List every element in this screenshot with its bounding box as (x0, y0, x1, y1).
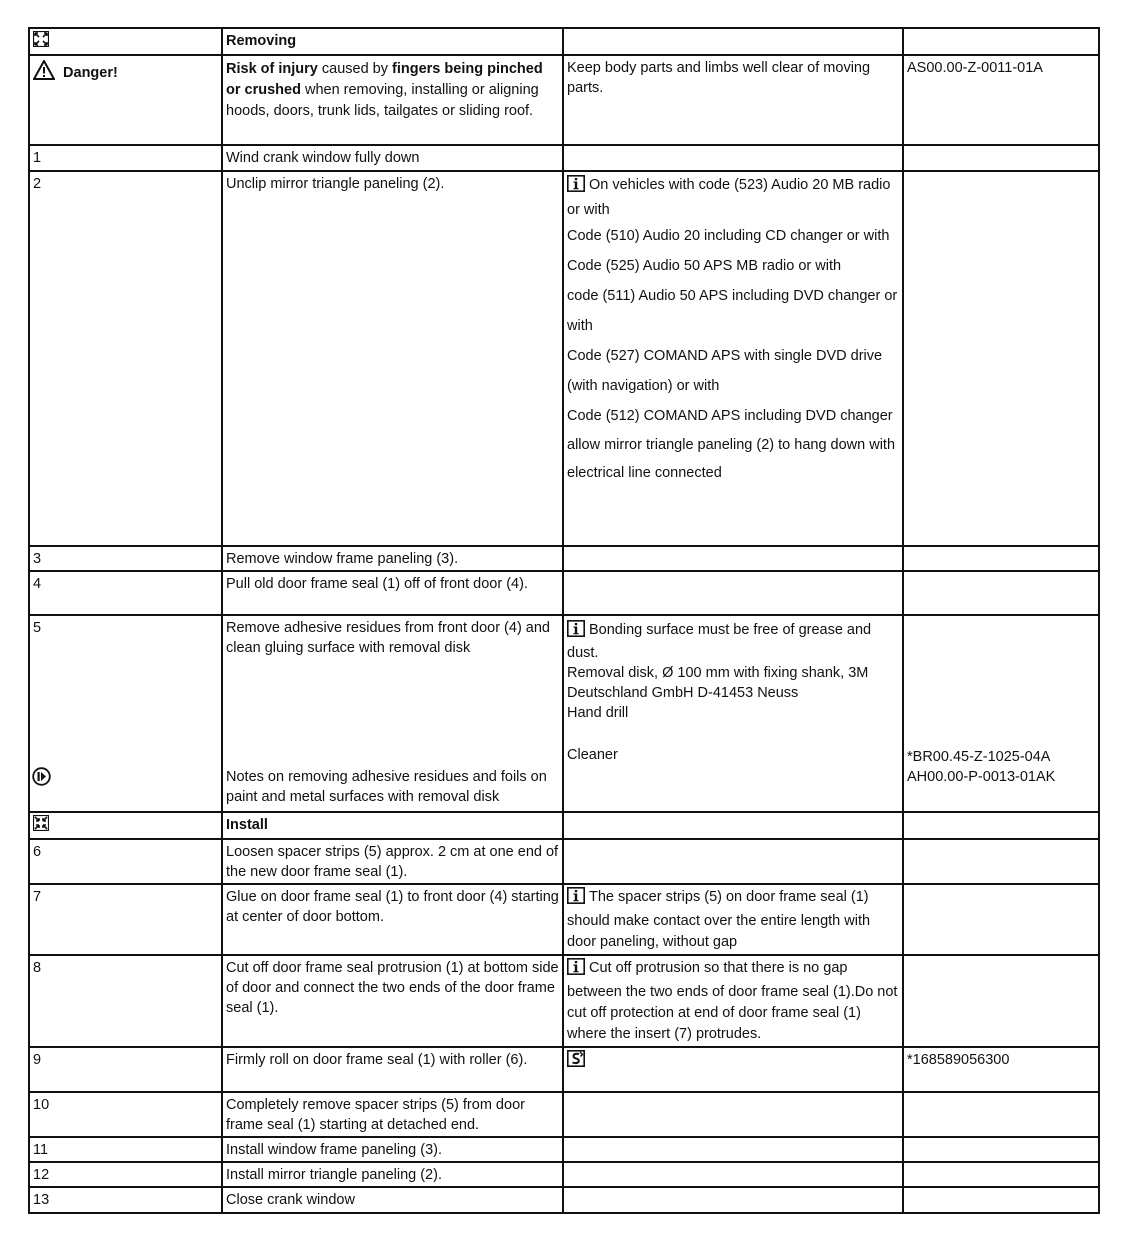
info-icon (567, 887, 585, 904)
step-row (29, 1137, 1099, 1162)
step5-refs (903, 615, 1099, 812)
step-row (29, 615, 1099, 812)
step-row (29, 145, 1099, 171)
danger-reference[interactable]: AS00.00-Z-0011-01A (903, 55, 1099, 145)
step-number: 10 (29, 1092, 222, 1137)
step-number: 4 (29, 571, 222, 615)
removing-header-row (29, 28, 1099, 55)
install-heading: Install (226, 817, 268, 833)
step-number: 6 (29, 839, 222, 884)
step-text: Completely remove spacer strips (5) from door frame seal (1) starting at detached end. (222, 1092, 563, 1137)
step-number: 5 (33, 620, 42, 636)
step-text: Unclip mirror triangle paneling (2). (222, 171, 563, 546)
adhesive-notes-link[interactable]: Notes on removing adhesive residues and foils on paint and metal surfaces with removal disk (226, 769, 547, 805)
install-header-row (29, 812, 1099, 839)
step5-note: Bonding surface must be free of grease and dust. Removal disk, Ø 100 mm with fixing shank, 3M Deutschland GmbH D-41453 Neuss Hand drill Cleaner (563, 615, 903, 812)
danger-remedy: Keep body parts and limbs well clear of moving parts. (563, 55, 903, 145)
removing-heading: Removing (226, 33, 297, 49)
info-icon (567, 958, 585, 975)
danger-label: Danger! (63, 65, 118, 81)
step-row (29, 839, 1099, 884)
step-row (29, 546, 1099, 571)
step-row (29, 171, 1099, 546)
step-number-cell (29, 615, 222, 812)
danger-text: Risk of injury caused by fingers being pinched or crushed when removing, installing or aligning hoods, doors, trunk lids, tailgates or sliding roof. (222, 55, 563, 145)
info-icon (567, 620, 585, 637)
step-row (29, 1047, 1099, 1092)
adhesive-notes-reference[interactable]: AH00.00-P-0013-01AK (907, 769, 1056, 785)
step-number: 9 (29, 1047, 222, 1092)
step5-text-cell (222, 615, 563, 812)
info-icon (567, 175, 585, 192)
step-row (29, 1092, 1099, 1137)
step-number: 7 (29, 884, 222, 955)
step-number: 12 (29, 1162, 222, 1187)
step-number: 3 (29, 546, 222, 571)
step-text: Remove window frame paneling (3). (222, 546, 563, 571)
step7-note: The spacer strips (5) on door frame seal (1) should make contact over the entire length with door paneling, without gap (563, 884, 903, 955)
step-text: Firmly roll on door frame seal (1) with roller (6). (222, 1047, 563, 1092)
step-text: Wind crank window fully down (222, 145, 563, 171)
step-row (29, 571, 1099, 615)
step-text: Install mirror triangle paneling (2). (222, 1162, 563, 1187)
step-number: 13 (29, 1187, 222, 1213)
step-row (29, 1187, 1099, 1213)
special-tool-icon (567, 1050, 585, 1067)
step-text: Pull old door frame seal (1) off of front door (4). (222, 571, 563, 615)
removing-icon-cell (29, 28, 222, 55)
procedure-table (28, 27, 1100, 1214)
step-row (29, 955, 1099, 1047)
step-row (29, 1162, 1099, 1187)
danger-row (29, 55, 1099, 145)
step-number: 8 (29, 955, 222, 1047)
step-text: Glue on door frame seal (1) to front door (4) starting at center of door bottom. (222, 884, 563, 955)
cleaner-reference[interactable]: *BR00.45-Z-1025-04A (907, 749, 1051, 765)
install-icon (33, 815, 49, 831)
document-reference-icon (32, 767, 51, 786)
step-number: 1 (29, 145, 222, 171)
step8-note: Cut off protrusion so that there is no gap between the two ends of door frame seal (1).Do not cut off protection at end of door frame seal (1) where the insert (7) protrudes. (563, 955, 903, 1047)
step-text: Loosen spacer strips (5) approx. 2 cm at one end of the new door frame seal (1). (222, 839, 563, 884)
step2-note: On vehicles with code (523) Audio 20 MB radio or with Code (510) Audio 20 including CD changer or with Code (525) Audio 50 APS MB radio or with code (511) Audio 50 APS including DVD changer or with Code (527) COMAND APS with single DVD drive (with navigation) or with Code (512) COMAND APS including DVD changer allow mirror triangle paneling (2) to hang down with electrical line connected (563, 171, 903, 546)
step-text: Cut off door frame seal protrusion (1) at bottom side of door and connect the two ends of the door frame seal (1). (222, 955, 563, 1047)
removal-icon (33, 31, 49, 47)
cleaner-label: Cleaner (567, 747, 618, 763)
step-number: 11 (29, 1137, 222, 1162)
warning-triangle-icon (33, 60, 55, 80)
step-number: 2 (29, 171, 222, 546)
special-tool-reference[interactable]: *168589056300 (903, 1047, 1099, 1092)
step-row (29, 884, 1099, 955)
step-text: Install window frame paneling (3). (222, 1137, 563, 1162)
step-text: Close crank window (222, 1187, 563, 1213)
step-text: Remove adhesive residues from front door (4) and clean gluing surface with removal disk (226, 620, 550, 656)
